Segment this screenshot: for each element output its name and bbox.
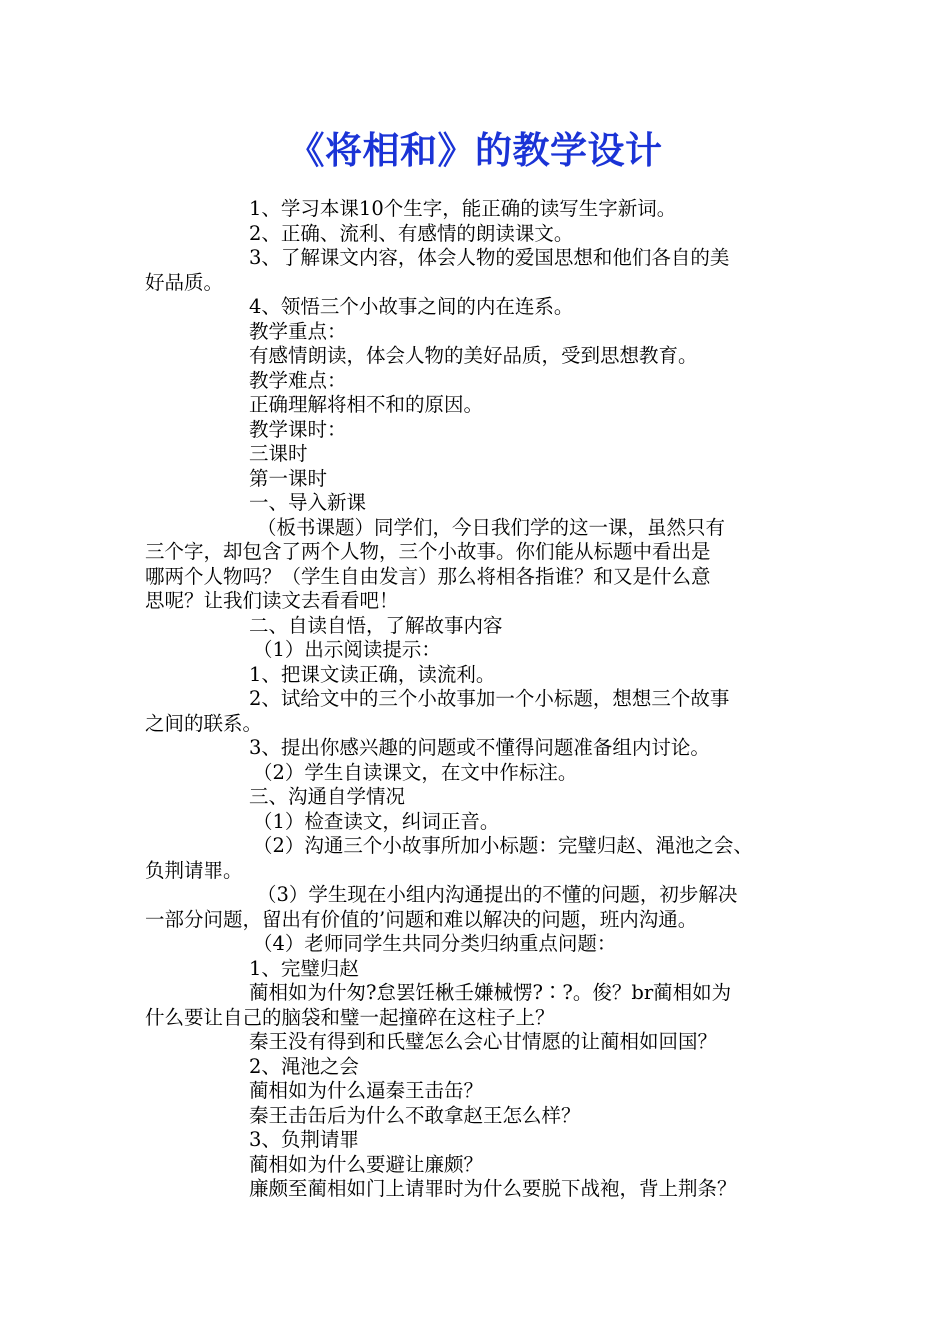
reading-tip-2: 2、试给文中的三个小故事加一个小标题，想想三个故事: [249, 687, 730, 710]
check-reading-step: （1）检查读文，纠词正音。: [253, 809, 500, 833]
story-1-heading: 1、完璧归赵: [249, 956, 359, 980]
class-hours-heading: 教学课时：: [249, 417, 347, 441]
summary-step: （4）老师同学生共同分类归纳重点问题：: [253, 932, 617, 955]
difficulty-text: 正确理解将相不和的原因。: [249, 393, 484, 416]
key-points-heading: 教学重点：: [249, 319, 347, 343]
first-lesson-heading: 第一课时: [249, 466, 328, 490]
document-title: 《将相和》的教学设计: [287, 129, 663, 172]
reading-tip-1: 1、把课文读正确，读流利。: [249, 662, 496, 686]
reading-tips-heading: （1）出示阅读提示：: [253, 638, 441, 661]
objective-2: 2、正确、流利、有感情的朗读课文。: [249, 221, 574, 245]
objective-3-cont: 好品质。: [145, 270, 224, 294]
key-points-text: 有感情朗读，体会人物的美好品质，受到思想教育。: [249, 344, 698, 367]
reading-tip-2-cont: 之间的联系。: [145, 711, 263, 735]
story-2-question-1: 蔺相如为什么逼秦王击缶？: [249, 1079, 484, 1102]
intro-paragraph-line-3: 哪两个人物吗？（学生自由发言）那么将相各指谁？和又是什么意: [145, 564, 711, 588]
story-2-question-2: 秦王击缶后为什么不敢拿赵王怎么样？: [249, 1103, 581, 1127]
intro-paragraph-line-2: 三个字，却包含了两个人物，三个小故事。你们能从标题中看出是: [145, 540, 711, 563]
story-3-question-1: 蔺相如为什么要避让廉颇？: [249, 1152, 484, 1176]
story-1-question-1: 蔺相如为什匆?怠罢饪楸壬嫌械愣?∶?。俊？br蔺相如为: [249, 981, 732, 1004]
class-hours-text: 三课时: [249, 442, 308, 465]
objective-4: 4、领悟三个小故事之间的内在连系。: [249, 295, 574, 318]
document-body: [145, 197, 820, 1202]
difficulty-heading: 教学难点：: [249, 368, 347, 392]
self-study-step: （2）学生自读课文，在文中作标注。: [253, 760, 578, 784]
section-2-heading: 二、自读自悟，了解故事内容: [249, 613, 503, 637]
section-3-heading: 三、沟通自学情况: [249, 785, 406, 808]
group-discussion-step-cont: 一部分问题，留出有价值的’问题和难以解决的问题，班内沟通。: [145, 907, 698, 931]
story-2-heading: 2、渑池之会: [249, 1054, 359, 1078]
objective-1: 1、学习本课10个生字，能正确的读写生字新词。: [249, 197, 677, 220]
story-3-heading: 3、负荆请罪: [249, 1128, 359, 1151]
story-3-question-2: 廉颇至蔺相如门上请罪时为什么要脱下战袍，背上荆条？: [249, 1177, 737, 1200]
story-1-question-2: 秦王没有得到和氏璧怎么会心甘情愿的让蔺相如回国？: [249, 1030, 718, 1053]
intro-paragraph-line-1: （板书课题）同学们，今日我们学的这一课，虽然只有: [257, 515, 726, 539]
subtitle-step-cont: 负荆请罪。: [145, 858, 243, 882]
objective-3: 3、了解课文内容，体会人物的爱国思想和他们各自的美: [249, 246, 730, 269]
story-1-question-1-cont: 什么要让自己的脑袋和璧一起撞碎在这柱子上？: [145, 1005, 555, 1029]
reading-tip-3: 3、提出你感兴趣的问题或不懂得问题准备组内讨论。: [249, 736, 710, 759]
intro-paragraph-line-4: 思呢？让我们读文去看看吧！: [145, 589, 399, 612]
subtitle-step: （2）沟通三个小故事所加小标题：完璧归赵、渑池之会、: [253, 834, 753, 857]
section-1-heading: 一、导入新课: [249, 491, 367, 514]
group-discussion-step: （3）学生现在小组内沟通提出的不懂的问题，初步解决: [257, 883, 738, 906]
